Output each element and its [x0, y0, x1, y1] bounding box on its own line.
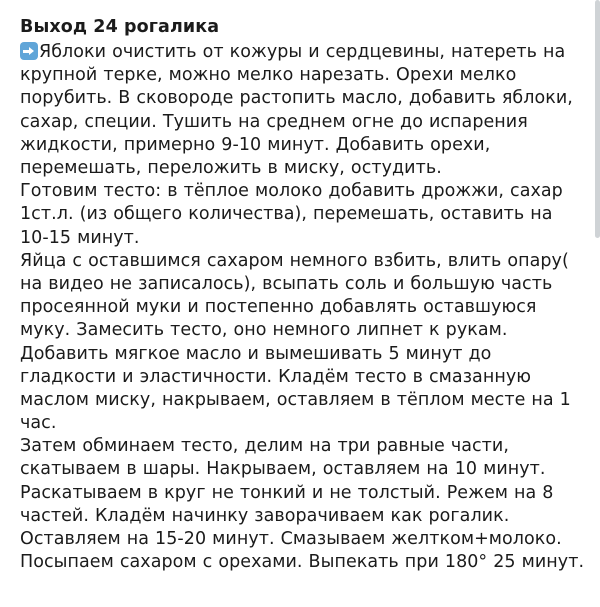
right-arrow-icon: [20, 42, 38, 60]
paragraph-steps-kneading: Яйца с оставшимся сахаром немного взбить, влить опару( на видео не записалось), всыпать соль и большую часть просеянной муки и постепенно добавлять оставшуюся муку. Замесить тесто, оно немного липнет к рукам. Добавить мягкое масло и вымешивать 5 минут до гладкости и эластичности. Кладём тесто в смазанную маслом миску, накрываем, оставляем в тёплом месте на 1 час.: [20, 250, 571, 434]
scrollbar-thumb[interactable]: [595, 0, 600, 238]
page-title: Выход 24 рогалика: [20, 17, 220, 37]
paragraph-steps-filling: [20, 41, 586, 180]
paragraph-text: Яблоки очистить от кожуры и сердцевины, натереть на крупной терке, можно мелко нарезать. Орехи мелко порубить. В сковороде растопить масло, добавить яблоки, сахар, специи. Тушить на среднем огне до испарения жидкости, примерно 9-10 минут. Добавить орехи, перемешать, переложить в миску, остудить.: [20, 42, 573, 179]
paragraph-steps-dough-start: Готовим тесто: в тёплое молоко добавить дрожжи, сахар 1ст.л. (из общего количества), перемешать, оставить на 10-15 минут.: [20, 181, 563, 248]
paragraph-steps-shaping-baking: Затем обминаем тесто, делим на три равные части, скатываем в шары. Накрываем, оставляем на 10 минут. Раскатываем в круг не тонкий и не толстый. Режем на 8 частей. Кладём начинку заворачиваем как рогалик. Оставляем на 15-20 минут. Смазываем желтком+молоко. Посыпаем сахаром с орехами. Выпекать при 180° 25 минут.: [20, 436, 585, 573]
scrollbar-track[interactable]: [595, 0, 600, 607]
